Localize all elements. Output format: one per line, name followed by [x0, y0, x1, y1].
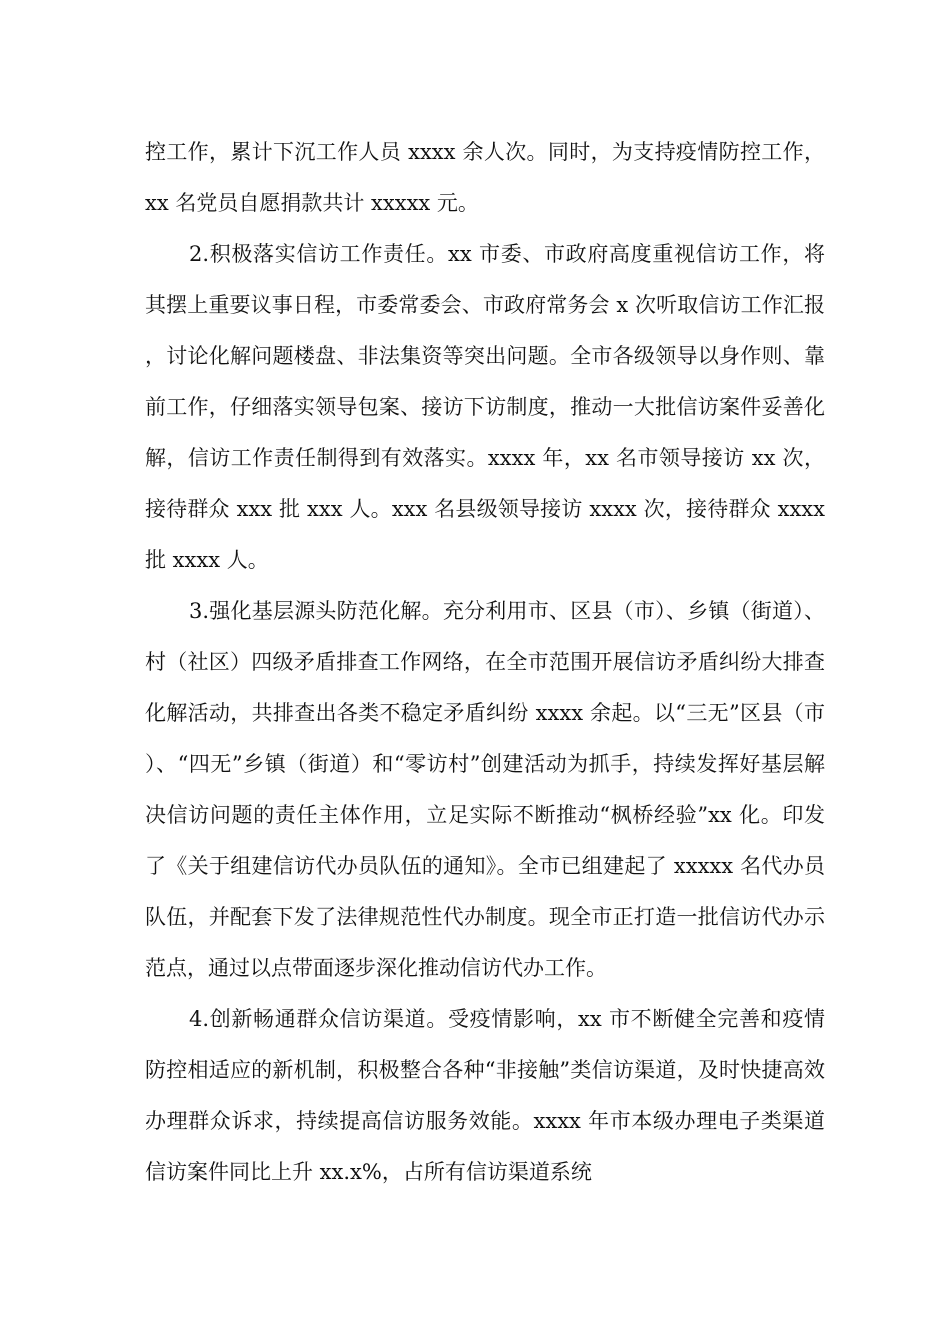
paragraph-petition-channels: 4.创新畅通群众信访渠道。受疫情影响，xx 市不断健全完善和疫情防控相适应的新机制，积极整合各种“非接触”类信访渠道，及时快捷高效办理群众诉求，持续提高信访服务效能。xxxx 年市本级办理电子类渠道信访案件同比上升 xx.x%，占所有信访渠道系统 [145, 1007, 825, 1184]
paragraph-petition-responsibility: 2.积极落实信访工作责任。xx 市委、市政府高度重视信访工作，将其摆上重要议事日程，市委常委会、市政府常务会 x 次听取信访工作汇报，讨论化解问题楼盘、非法集资等突出问题。全市各级领导以身作则、靠前工作，仔细落实领导包案、接访下访制度，推动一大批信访案件妥善化解，信访工作责任制得到有效落实。xxxx 年，xx 名市领导接访 xx 次，接待群众 xxx 批 xxx 人。xxx 名县级领导接访 xxxx 次，接待群众 xxxx 批 xxxx 人。 [145, 242, 825, 572]
paragraph-grassroots-prevention: 3.强化基层源头防范化解。充分利用市、区县（市）、乡镇（街道）、村（社区）四级矛盾排查工作网络，在全市范围开展信访矛盾纠纷大排查化解活动，共排查出各类不稳定矛盾纠纷 xxxx 余起。以“三无”区县（市）、“四无”乡镇（街道）和“零访村”创建活动为抓手，持续发挥好基层解决信访问题的责任主体作用，立足实际不断推动“枫桥经验”xx 化。印发了《关于组建信访代办员队伍的通知》。全市已组建起了 xxxxx 名代办员队伍，并配套下发了法律规范性代办制度。现全市正打造一批信访代办示范点，通过以点带面逐步深化推动信访代办工作。 [145, 599, 825, 980]
paragraph-continuation: 控工作，累计下沉工作人员 xxxx 余人次。同时，为支持疫情防控工作，xx 名党员自愿捐款共计 xxxxx 元。 [145, 140, 825, 215]
document-body [145, 127, 825, 1198]
